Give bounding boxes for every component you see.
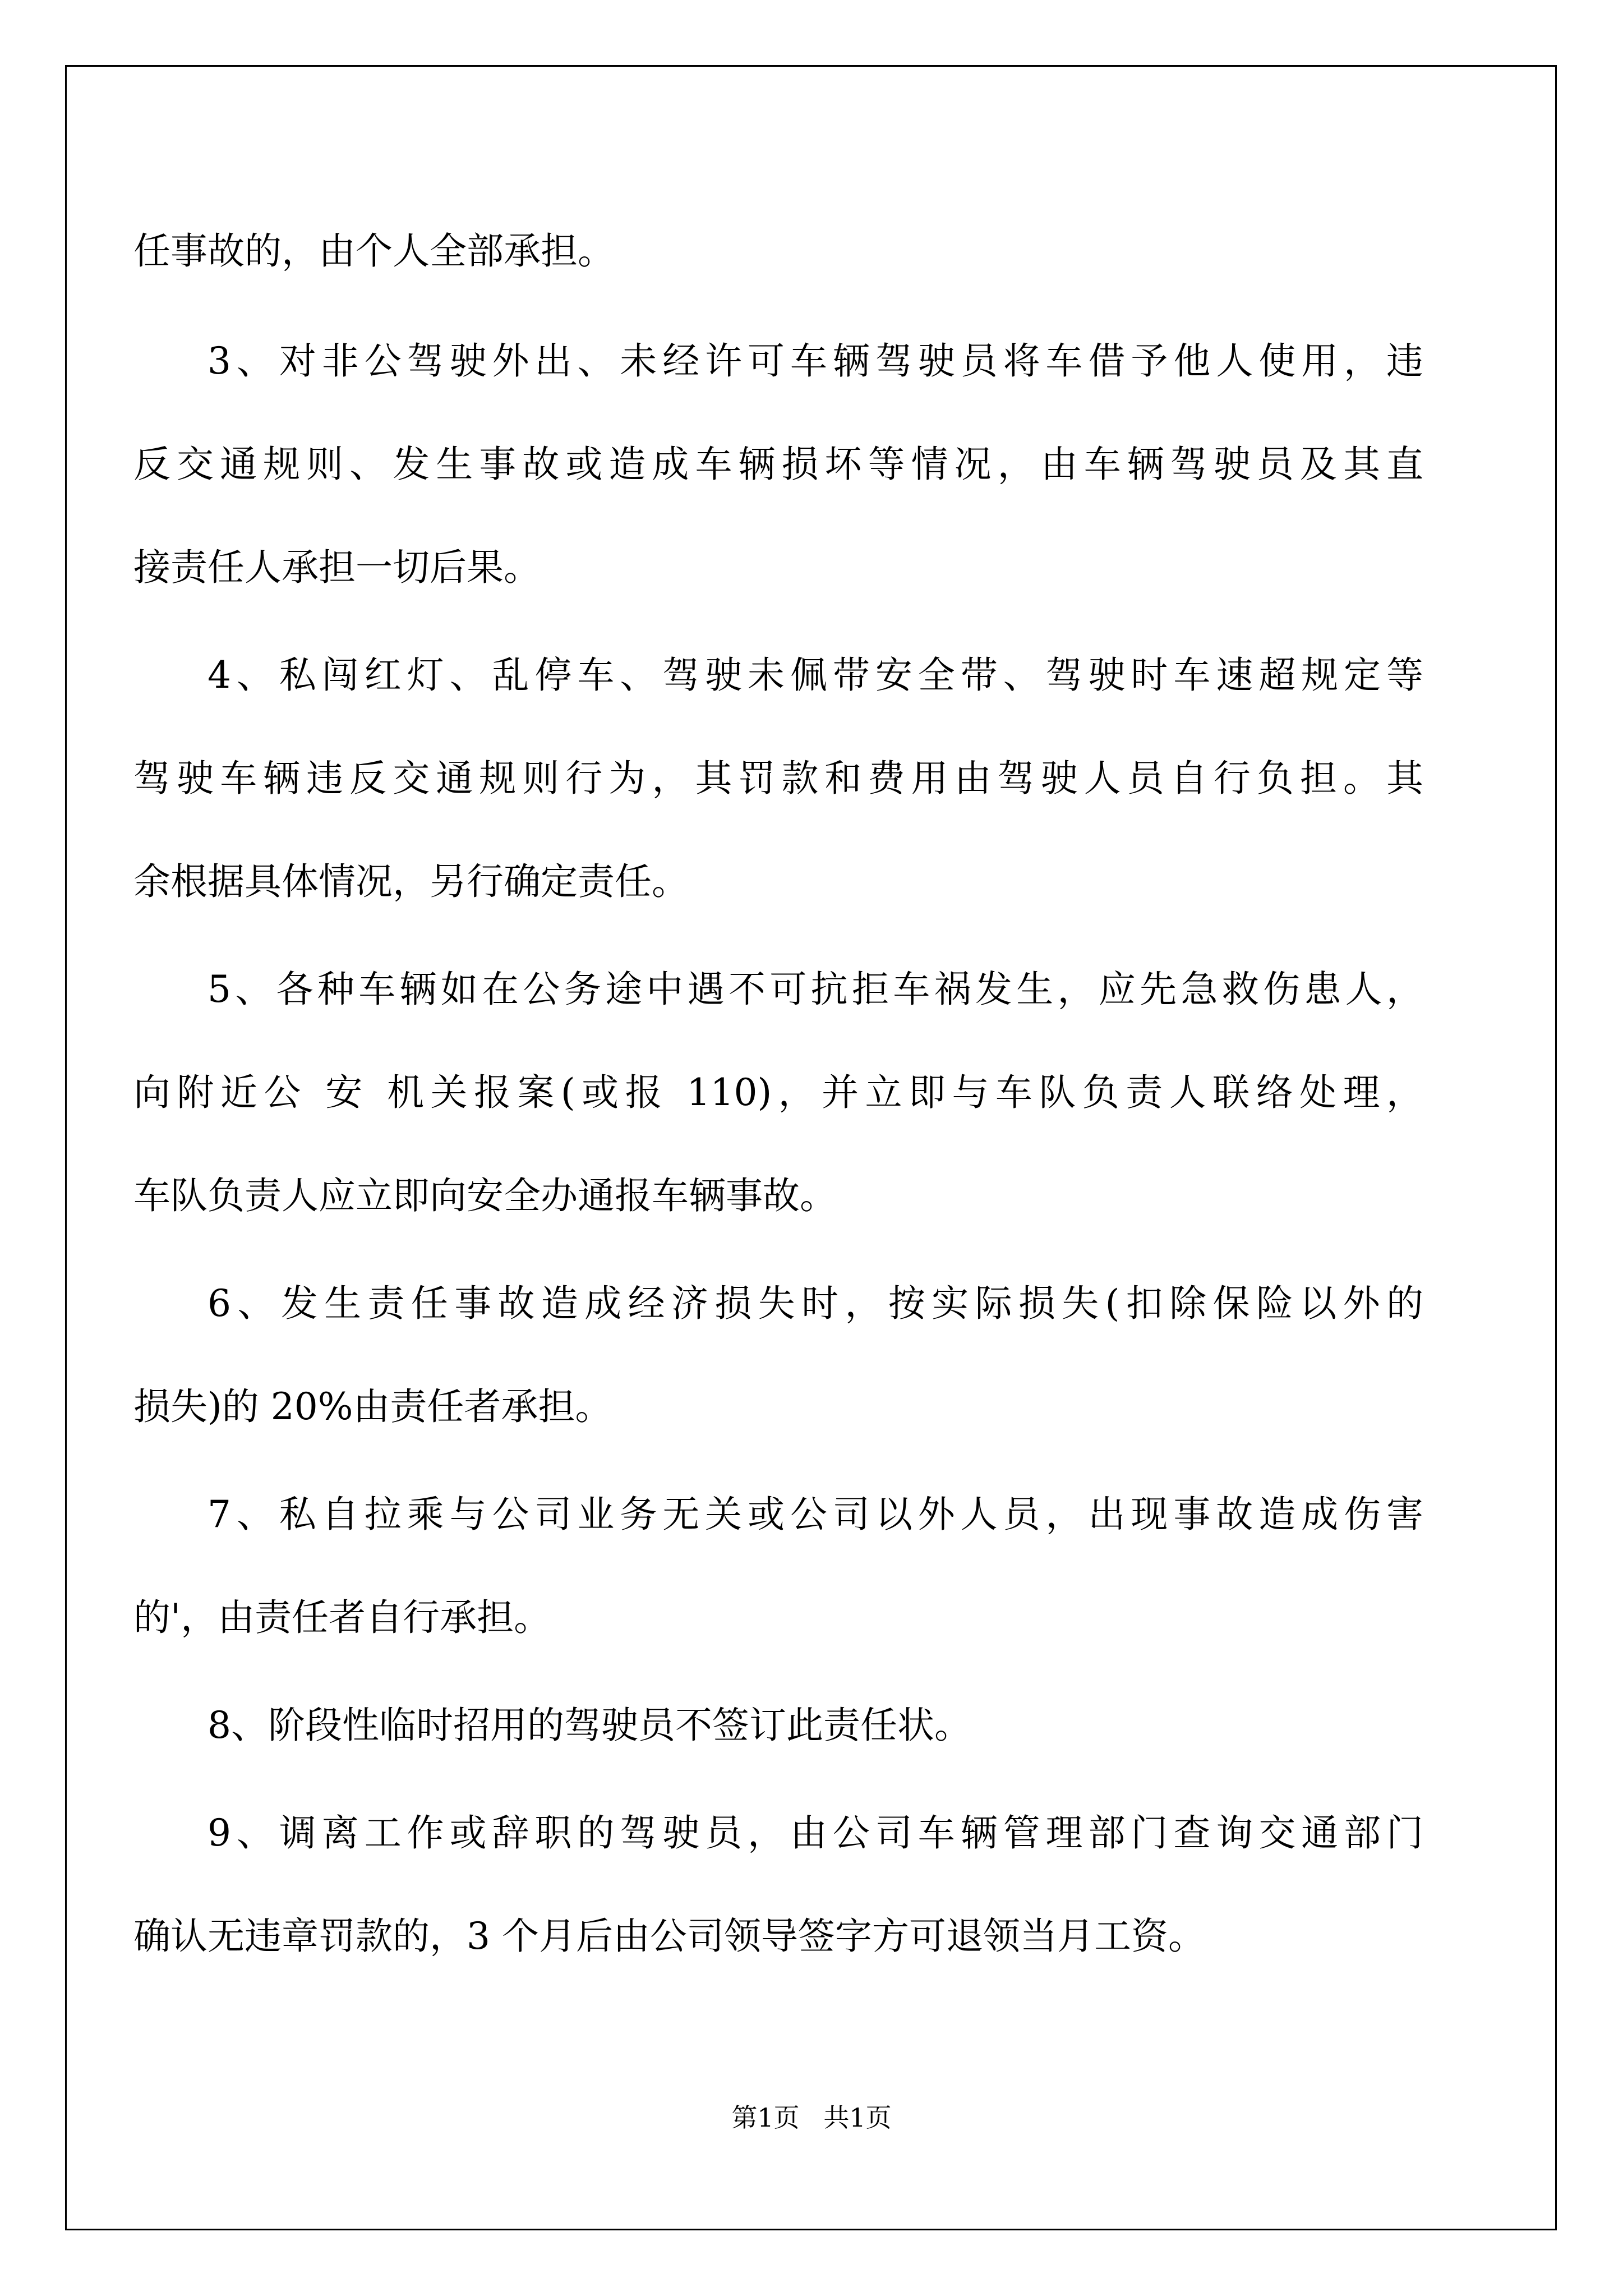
text-line-11: 6、发生责任事故造成经济损失时，按实际损失(扣除保险以外的 xyxy=(208,1282,1423,1325)
text-line-3: 反交通规则、发生事故或造成车辆损坏等情况，由车辆驾驶员及其直 xyxy=(133,443,1423,486)
text-line-8: 5、各种车辆如在公务途中遇不可抗拒车祸发生，应先急救伤患人， xyxy=(208,968,1423,1011)
text-line-5: 4、私闯红灯、乱停车、驾驶未佩带安全带、驾驶时车速超规定等 xyxy=(208,654,1423,697)
text-line-1: 任事故的，由个人全部承担。 xyxy=(133,229,615,273)
text-line-2: 3、对非公驾驶外出、未经许可车辆驾驶员将车借予他人使用，违 xyxy=(208,339,1423,383)
text-line-6: 驾驶车辆违反交通规则行为，其罚款和费用由驾驶人员自行负担。其 xyxy=(133,757,1423,800)
text-line-12: 损失)的 20%由责任者承担。 xyxy=(133,1385,612,1428)
text-line-14: 的'，由责任者自行承担。 xyxy=(133,1596,551,1639)
text-line-4: 接责任人承担一切后果。 xyxy=(133,546,541,589)
page-number: 第1页 xyxy=(731,2102,800,2133)
text-line-13: 7、私自拉乘与公司业务无关或公司以外人员，出现事故造成伤害 xyxy=(208,1493,1423,1536)
page-border xyxy=(65,65,1557,2230)
text-line-10: 车队负责人应立即向安全办通报车辆事故。 xyxy=(133,1174,837,1217)
text-line-7: 余根据具体情况，另行确定责任。 xyxy=(133,860,689,903)
page-total: 共1页 xyxy=(823,2102,892,2133)
text-line-15: 8、阶段性临时招用的驾驶员不签订此责任状。 xyxy=(208,1704,971,1747)
text-line-9: 向附近公 安 机关报案(或报 110)，并立即与车队负责人联络处理， xyxy=(133,1071,1423,1114)
text-line-16: 9、调离工作或辞职的驾驶员，由公司车辆管理部门查询交通部门 xyxy=(208,1811,1423,1855)
page-footer xyxy=(0,2101,1623,2134)
text-line-17: 确认无违章罚款的，3 个月后由公司领导签字方可退领当月工资。 xyxy=(133,1915,1205,1958)
